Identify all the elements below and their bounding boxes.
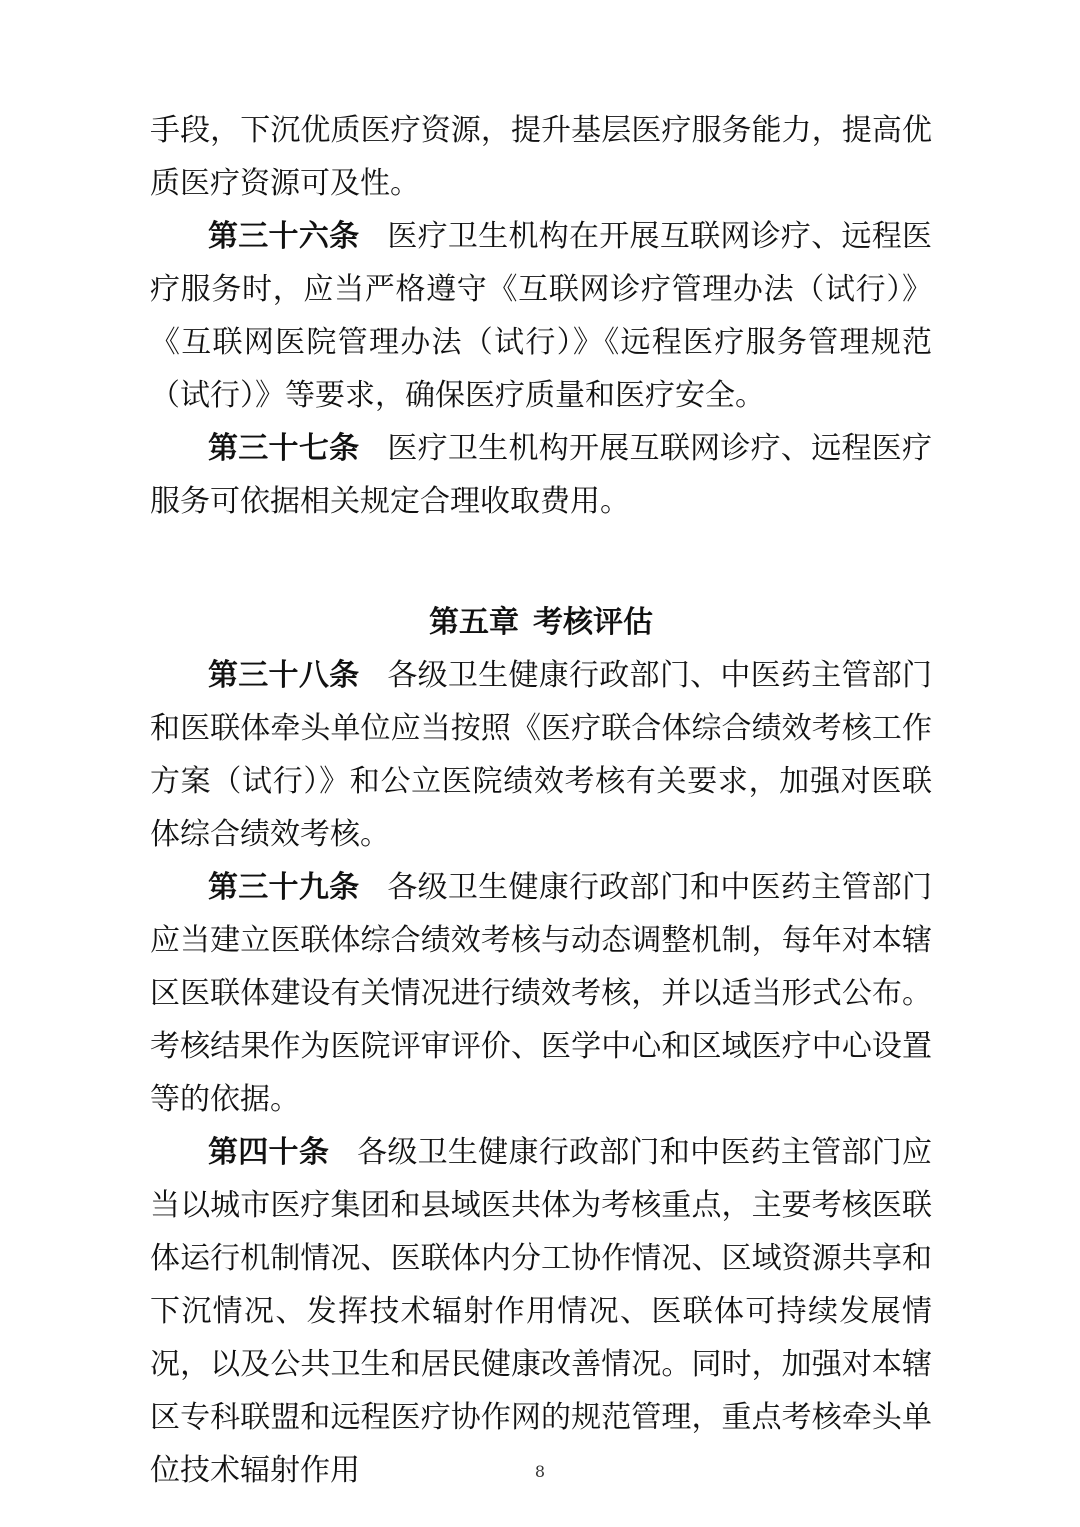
paragraph-continuation (150, 104, 932, 210)
article-text: 医疗卫生机构在开展互联网诊疗、远程医疗服务时，应当严格遵守《互联网诊疗管理办法（试行）》《互联网医院管理办法（试行）》《远程医疗服务管理规范（试行）》等要求，确保医疗质量和医疗安全。 (150, 219, 933, 413)
article-36 (150, 210, 932, 422)
article-text: 医疗卫生机构开展互联网诊疗、远程医疗服务可依据相关规定合理收取费用。 (150, 431, 933, 519)
article-37 (150, 422, 932, 528)
article-40 (150, 1126, 932, 1497)
chapter-title: 考核评估 (533, 605, 653, 640)
document-page (150, 104, 932, 1497)
article-38 (150, 649, 932, 861)
article-number: 第三十七条 (208, 431, 360, 466)
article-text: 各级卫生健康行政部门、中医药主管部门和医联体牵头单位应当按照《医疗联合体综合绩效考核工作方案（试行）》和公立医院绩效考核有关要求，加强对医联体综合绩效考核。 (150, 658, 933, 852)
article-number: 第四十条 (208, 1135, 330, 1170)
page-number: 8 (534, 1462, 546, 1481)
article-39 (150, 861, 932, 1126)
article-number: 第三十六条 (208, 219, 360, 254)
article-number: 第三十八条 (208, 658, 360, 693)
article-text: 各级卫生健康行政部门和中医药主管部门应当以城市医疗集团和县域医共体为考核重点，主要考核医联体运行机制情况、医联体内分工协作情况、区域资源共享和下沉情况、发挥技术辐射作用情况、医联体可持续发展情况，以及公共卫生和居民健康改善情况。同时，加强对本辖区专科联盟和远程医疗协作网的规范管理，重点考核牵头单位技术辐射作用 (150, 1135, 933, 1488)
article-number: 第三十九条 (208, 870, 360, 905)
article-text: 各级卫生健康行政部门和中医药主管部门应当建立医联体综合绩效考核与动态调整机制，每年对本辖区医联体建设有关情况进行绩效考核，并以适当形式公布。考核结果作为医院评审评价、医学中心和区域医疗中心设置等的依据。 (150, 870, 933, 1117)
paragraph-text: 手段，下沉优质医疗资源，提升基层医疗服务能力，提高优质医疗资源可及性。 (150, 113, 932, 201)
chapter-heading (150, 596, 932, 649)
chapter-number: 第五章 (429, 605, 519, 640)
